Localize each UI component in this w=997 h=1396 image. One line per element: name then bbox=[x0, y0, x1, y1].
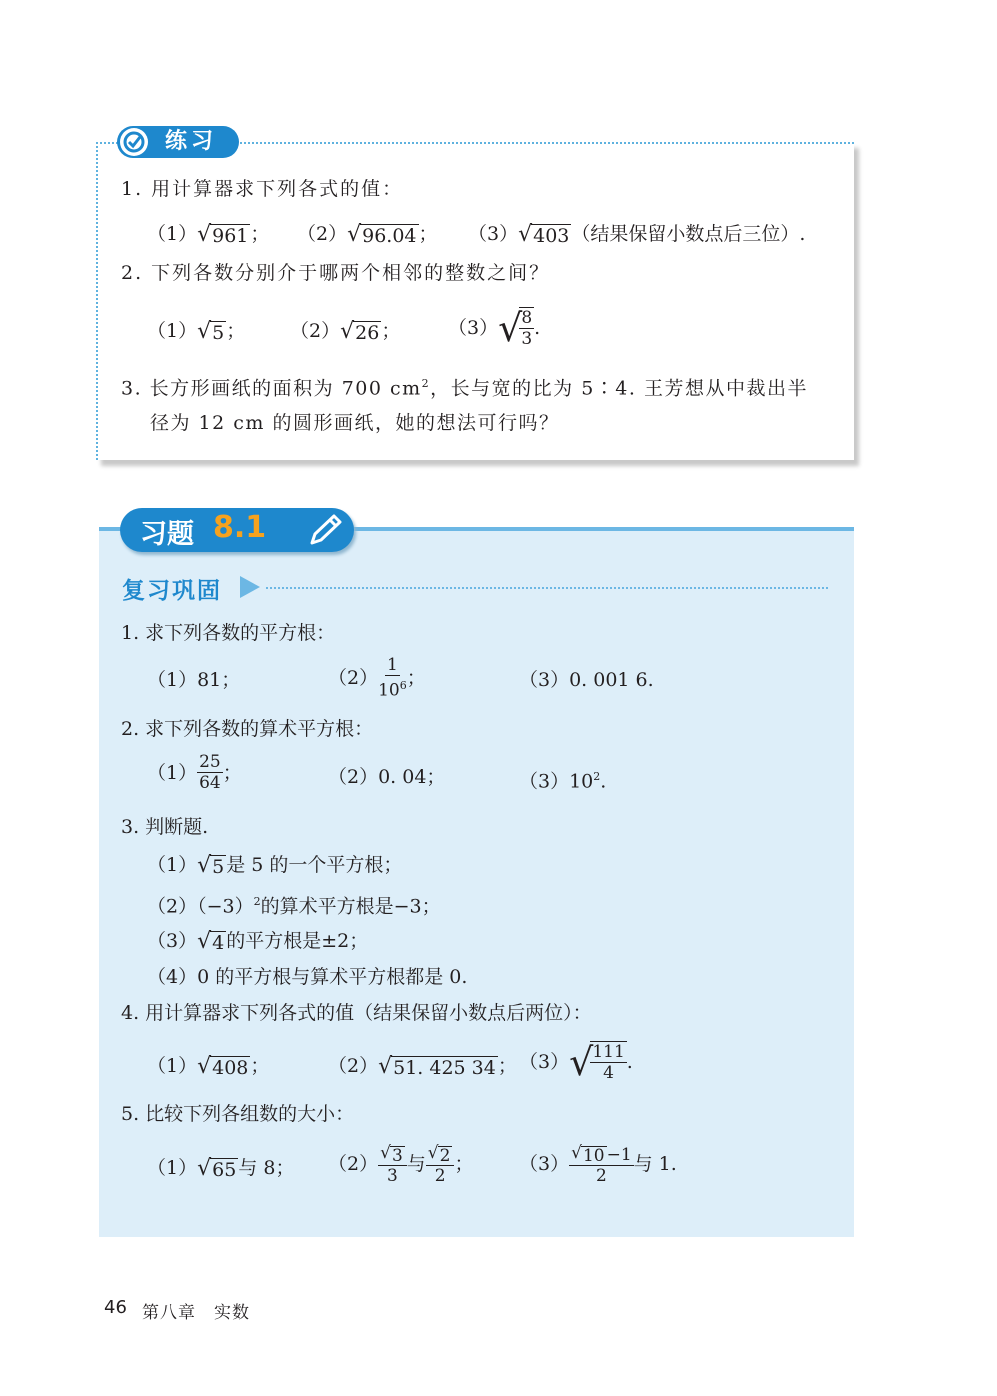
check-icon bbox=[120, 128, 148, 156]
exercise-q5-c: （3） √ 10 −1 2 与 1. bbox=[519, 1143, 677, 1186]
exercise-q5: 5. 比较下列各组数的大小： bbox=[121, 1103, 355, 1125]
exercise-title-num: 8.1 bbox=[213, 510, 267, 545]
exercise-q4-a: （1） √ 408 ； bbox=[147, 1054, 270, 1079]
exercise-q5-b: （2） √ 3 3 与 √ 2 2 ； bbox=[328, 1143, 474, 1186]
exercise-q2: 2. 求下列各数的算术平方根： bbox=[121, 718, 374, 740]
exercise-q2-b: （2）0. 04； bbox=[328, 766, 446, 788]
exercise-q2-a: （1） $\frac{25}{64}$ ； bbox=[147, 752, 242, 793]
exercise-q1: 1. 求下列各数的平方根： bbox=[121, 622, 336, 644]
exercise-q3-i4: （4）0 的平方根与算术平方根都是 0. bbox=[147, 966, 468, 988]
practice-q1: 1. 用计算器求下列各式的值： bbox=[121, 178, 404, 200]
practice-q2: 2. 下列各数分别介于哪两个相邻的整数之间？ bbox=[121, 262, 551, 284]
practice-q2-item3: （3） √ $\frac{8}{3}$ . bbox=[448, 306, 541, 350]
exercise-q3-i3: （3） √ 4 的平方根是±2； bbox=[147, 929, 369, 954]
practice-title: 练习 bbox=[165, 129, 218, 154]
arrow-icon bbox=[240, 576, 260, 598]
practice-q2-item2: （2） √ 26 ； bbox=[290, 319, 401, 344]
exercise-q3-i1: （1） √ 5 是 5 的一个平方根； bbox=[147, 853, 403, 878]
dotted-divider bbox=[266, 587, 828, 589]
practice-q1-item2: （2） √ 96.04 ； bbox=[297, 222, 438, 247]
section-review-title: 复习巩固 bbox=[122, 578, 222, 604]
practice-q1-item3: （3） √ 403 （结果保留小数点后三位）. bbox=[468, 222, 806, 247]
exercise-title-tab bbox=[120, 508, 354, 552]
practice-q2-item1: （1） √ 5 ； bbox=[147, 319, 246, 344]
exercise-q4-c: （3） √ $\frac{111}{4}$ . bbox=[519, 1040, 633, 1084]
exercise-q5-a: （1） √ 65 与 8； bbox=[147, 1156, 295, 1181]
exercise-q1-c: （3）0. 001 6. bbox=[519, 669, 654, 691]
exercise-q4-b: （2） √ 51. 425 34 ； bbox=[328, 1054, 517, 1079]
page-number: 46 bbox=[104, 1297, 127, 1318]
pencil-icon bbox=[308, 513, 344, 551]
exercise-q3-i2: $(2)(-3)^2$的算术平方根是−3； bbox=[147, 895, 441, 918]
exercise-title-cn: 习题 bbox=[140, 519, 194, 550]
practice-title-tab bbox=[117, 126, 239, 158]
exercise-q1-a: （1）81； bbox=[147, 669, 241, 691]
chapter-title: 第八章 实数 bbox=[142, 1303, 250, 1323]
practice-q3-line1: 3. 长方形画纸的面积为 700 $cm^2$，长与宽的比为 5∶4. 王芳想从中裁出半 bbox=[121, 377, 808, 400]
exercise-q1-b: （2） $\frac{1}{10^6}$ ； bbox=[328, 655, 426, 701]
exercise-q2-c: $(3)10^2$. bbox=[519, 770, 607, 793]
exercise-q4: 4. 用计算器求下列各式的值（结果保留小数点后两位）： bbox=[121, 1002, 592, 1024]
practice-q1-item1: （1） √ 961 ； bbox=[147, 222, 270, 247]
exercise-q3: 3. 判断题. bbox=[121, 816, 209, 838]
practice-q3-line2: 径为 12 cm 的圆形画纸，她的想法可行吗？ bbox=[150, 412, 560, 434]
